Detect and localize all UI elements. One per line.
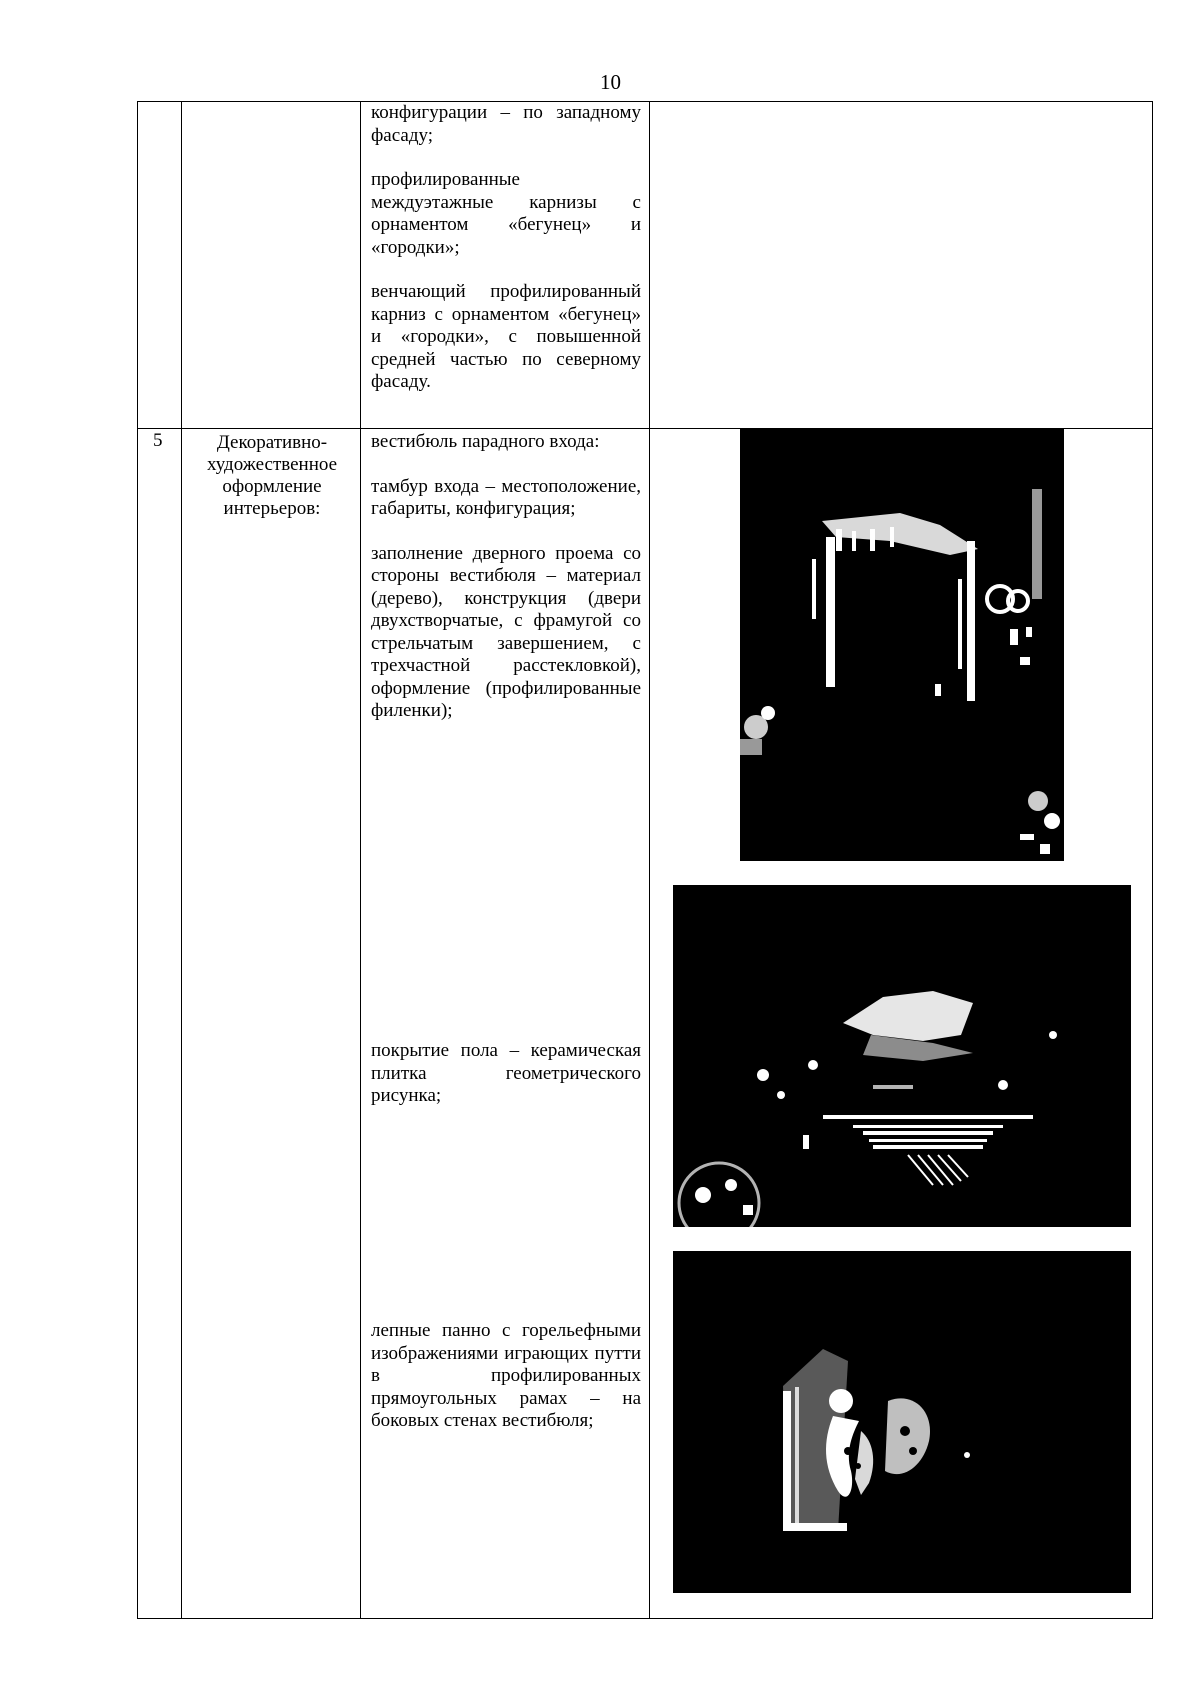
row-subject: Декоративно-художественное оформление интерьеров: bbox=[206, 432, 338, 519]
row-prev-item: профилированные междуэтажные карнизы с орнаментом «бегунец» и «городки»; bbox=[371, 169, 641, 258]
photo-floor-tiles bbox=[673, 885, 1131, 1227]
row-prev-item: конфигурации – по западному фасаду; bbox=[371, 102, 641, 146]
column-divider bbox=[181, 102, 182, 1618]
row5-item: лепные панно с горельефными изображениями играющих путти в профилированных прямоугольных рамах – на боковых стенах вестибюля; bbox=[371, 1320, 641, 1431]
photo-vestibule-door bbox=[740, 429, 1064, 861]
row-prev-item: венчающий профилированный карниз с орнаментом «бегунец» и «городки», с повышенной средней частью по северному фасаду. bbox=[371, 281, 641, 392]
row5-item: заполнение дверного проема со стороны вестибюля – материал (дерево), конструкция (двери двухстворчатые, с фрамугой со стрельчатым завершением, с трехчастной расстекловкой), оформление (профилированные филенки); bbox=[371, 542, 641, 721]
door-photo-graphic bbox=[740, 429, 1064, 861]
row5-description-floor bbox=[371, 1040, 641, 1108]
column-divider bbox=[360, 102, 361, 1618]
attributes-table bbox=[137, 101, 1153, 1619]
row5-description-vestibule bbox=[371, 431, 641, 723]
panel-photo-graphic bbox=[673, 1251, 1131, 1593]
photo-stucco-panel bbox=[673, 1251, 1131, 1593]
row5-item: покрытие пола – керамическая плитка геометрического рисунка; bbox=[371, 1040, 641, 1106]
row-number: 5 bbox=[153, 430, 163, 451]
page-number: 10 bbox=[600, 70, 621, 94]
floor-photo-graphic bbox=[673, 885, 1131, 1227]
column-divider bbox=[649, 102, 650, 1618]
row5-item: тамбур входа – местоположение, габариты, конфигурация; bbox=[371, 475, 641, 519]
row5-description-panels bbox=[371, 1320, 641, 1433]
row-prev-description bbox=[371, 102, 641, 394]
row5-item: вестибюль парадного входа: bbox=[371, 431, 600, 452]
